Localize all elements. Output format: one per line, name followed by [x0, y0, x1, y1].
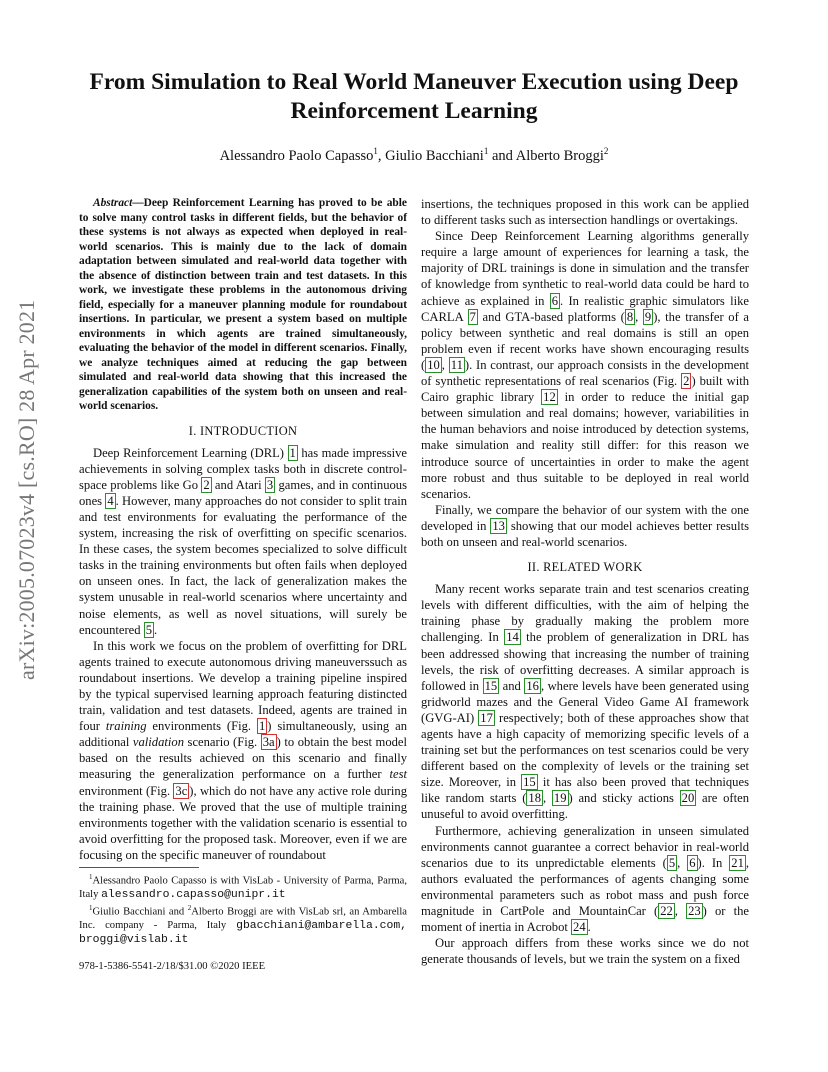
citation-link[interactable]: 13 — [492, 518, 505, 533]
citation-link[interactable]: 18 — [528, 791, 541, 806]
citation-link[interactable]: 5 — [145, 622, 152, 637]
citation-link[interactable]: 3 — [266, 477, 274, 492]
citation-link[interactable]: 10 — [427, 357, 440, 372]
author-affiliation: 2 — [603, 146, 609, 156]
citation-link[interactable]: 6 — [689, 855, 696, 870]
citation-link[interactable]: 15 — [523, 775, 536, 790]
section-heading-introduction: I. INTRODUCTION — [188, 423, 298, 438]
citation-link[interactable]: 1 — [289, 445, 296, 460]
paper-title: From Simulation to Real World Maneuver Execution using Deep Reinforcement Learning — [89, 69, 739, 124]
figure-link[interactable]: 3a — [262, 735, 275, 750]
citation-link[interactable]: 15 — [484, 678, 498, 693]
citation-link[interactable]: 8 — [626, 309, 634, 324]
footnote-1: $^1$Alessandro Paolo Capasso is with VisLab - University of Parma, Parma, Italy alessandro.capasso@unipr.it — [79, 873, 407, 901]
citation-link[interactable]: 24 — [573, 920, 586, 935]
intro-paragraph-5: Finally, we compare the behavior of our system with the one developed in 13 showing that our model achieves better results both on unseen and real-world scenarios. — [421, 502, 749, 549]
footnote-rule — [79, 867, 199, 868]
author-name: Alessandro Paolo Capasso — [219, 147, 374, 164]
left-column — [79, 196, 407, 863]
author-affiliation: 1 — [373, 146, 378, 156]
related-paragraph-3: Our approach differs from these works since we do not generate thousands of levels, but we train the system on a fixed — [421, 936, 749, 967]
related-paragraph-1: Many recent works separate train and test scenarios creating levels with different difficulties, with the aim of helping the training phase by gradually making the problem more challenging. In 14 the problem of generalization in DRL has been addressed showing that increasing the number of training levels, the risk of overfitting decreases. A similar approach is followed in 15 and 16 , where levels have been generated using gridworld mazes and the General Video Game AI framework (GVG-AI) 17 respectively; both of these approaches show that agents have a high capacity of memorizing specific levels of a training set but the performances on test scenarios could be very different based on the complexity of levels or the training set size. Moreover, in 15 it has also been proved that techniques like random starts ( 18 , 19 ) and sticky actions 20 are often unuseful to avoid overfitting. — [421, 582, 750, 822]
email-link[interactable]: gbacchiani@ambarella.com, broggi@vislab.it — [79, 919, 407, 946]
intro-paragraph-2: In this work we focus on the problem of overfitting for DRL agents trained to execute autonomous driving maneuverssuch as roundabout insertions. We develop a training pipeline inspired by the typical supervised learning approach featuring distincted train, validation and test datasets. Indeed, agents are trained in four training environments (Fig. 1 ) simultaneously, using an additional validation scenario (Fig. 3a ) to obtain the best model based on the results achieved on this scenario and finally measuring the generalization performance on a further test environment (Fig. 3c ), which do not have any active role during the training phase. We proved that the use of multiple training environments together with the validation scenario is essential to avoid overfitting for the proposed task. Moreover, even if we are focusing on the specific maneuver of roundabout — [79, 638, 407, 862]
figure-link[interactable]: 2 — [683, 374, 690, 389]
footnote-2: $^1$Giulio Bacchiani and $^2$Alberto Broggi are with VisLab srl, an Ambarella Inc. company - Parma, Italy gbacchiani@ambarella.com, broggi@vislab.it — [79, 903, 407, 946]
email-link[interactable]: alessandro.capasso@unipr.it — [101, 888, 286, 901]
citation-link[interactable]: 20 — [681, 791, 695, 806]
copyright-notice: 978-1-5386-5541-2/18/$31.00 ©2020 IEEE — [79, 961, 266, 972]
citation-link[interactable]: 6 — [551, 293, 559, 308]
right-column — [421, 196, 749, 967]
citation-link[interactable]: 16 — [526, 678, 539, 693]
section-heading-related-work: II. RELATED WORK — [527, 560, 643, 575]
intro-paragraph-3: insertions, the techniques proposed in this work can be applied to different tasks such as intersection handlings or overtakings. — [421, 197, 749, 228]
citation-link[interactable]: 21 — [731, 855, 744, 870]
citation-link[interactable]: 5 — [668, 855, 676, 870]
related-paragraph-2: Furthermore, achieving generalization in unseen simulated environments cannot guarantee a correct behavior in real-world scenarios due to its unpredictable elements ( 5 , 6 ). In 21 , authors evaluated the performances of agents changing some environmental parameters such as robot mass and push force magnitude in CartPole and MountainCar ( 22 , 23 ) or the moment of inertia in Acrobot 24 . — [421, 823, 750, 935]
citation-link[interactable]: 7 — [469, 309, 476, 324]
citation-link[interactable]: 12 — [543, 390, 556, 405]
citation-link[interactable]: 11 — [450, 357, 463, 372]
citation-link[interactable]: 2 — [203, 477, 210, 492]
author-name: Alberto Broggi — [515, 147, 604, 164]
abstract — [79, 196, 407, 414]
citation-link[interactable]: 19 — [553, 791, 567, 806]
intro-paragraph-1: Deep Reinforcement Learning (DRL) 1 has made impressive achievements in solving complex tasks both in discrete control-space problems like Go 2 and Atari 3 games, and in continuous ones 4 . However, many approaches do not consider to split train and test environments for evaluating the performance of the system, increasing the risk of overfitting on specific scenarios. In these cases, the system becomes specialized to solve difficult tasks in the training environments but often fails when deployed on unseen ones. In fact, the lack of generalization makes the system unusable in real-world scenarios where uncertainty and noise elements, as well as novel situations, will surely be encountered 5 . — [79, 445, 408, 637]
citation-link[interactable]: 9 — [644, 309, 652, 324]
citation-link[interactable]: 14 — [506, 630, 519, 645]
abstract-body: —Deep Reinforcement Learning has proved to be able to solve many control tasks in different fields, but the behavior of these systems is not always as expected when deployed in real-world scenarios. This is mainly due to the lack of domain adaptation between simulated and real-world data together with the absence of distinction between train and test datasets. In this work, we investigate these problems in the autonomous driving field, especially for a maneuver planning module for roundabout insertions. In particular, we present a system based on multiple environments in which agents are trained simultaneously, evaluating the behavior of the model in different scenarios. Finally, we analyze techniques aimed at reducing the gap between simulated and real-world data showing that this increased the generalization capabilities of the system both on unseen and real-world scenarios. — [79, 197, 407, 412]
citation-link[interactable]: 23 — [688, 904, 701, 919]
citation-link[interactable]: 4 — [107, 493, 114, 508]
intro-paragraph-4: Since Deep Reinforcement Learning algorithms generally require a large amount of experiences for learning a task, the majority of DRL trainings is done in simulation and the transfer of knowledge from synthetic to real-world data could be hard to achieve as explained in 6 . In realistic graphic simulators like CARLA 7 and GTA-based platforms ( 8 , 9 ), the transfer of a policy between synthetic and real domains is still an open problem even if recent works have shown encouraging results ( 10 , 11 ). In contrast, our approach consists in the development of synthetic representations of real scenarios (Fig. 2 ) built with Cairo graphic library 12 in order to reduce the initial gap between simulation and real domains; however, variabilities in the human behaviors and noise introduced by detection systems, make simulation and reality still differ: for this reason we introduce source of uncertainties in order to make the agent more robust and thus suitable to be deployed in real world scenarios. — [421, 229, 750, 501]
abstract-label: Abstract — [93, 197, 133, 209]
author-list: Alessandro Paolo Capasso$^1$, Giulio Bacchiani$^1$ and Alberto Broggi$^2$ — [219, 146, 609, 164]
figure-link[interactable]: 1 — [258, 719, 266, 734]
citation-link[interactable]: 22 — [660, 904, 673, 919]
author-affiliation: 1 — [483, 146, 489, 156]
citation-link[interactable]: 17 — [480, 710, 493, 725]
author-name: Giulio Bacchiani — [385, 147, 484, 164]
figure-link[interactable]: 3c — [175, 783, 188, 798]
arxiv-identifier: arXiv:2005.07023v4 [cs.RO] 28 Apr 2021 — [14, 299, 39, 680]
footnotes — [79, 867, 407, 947]
